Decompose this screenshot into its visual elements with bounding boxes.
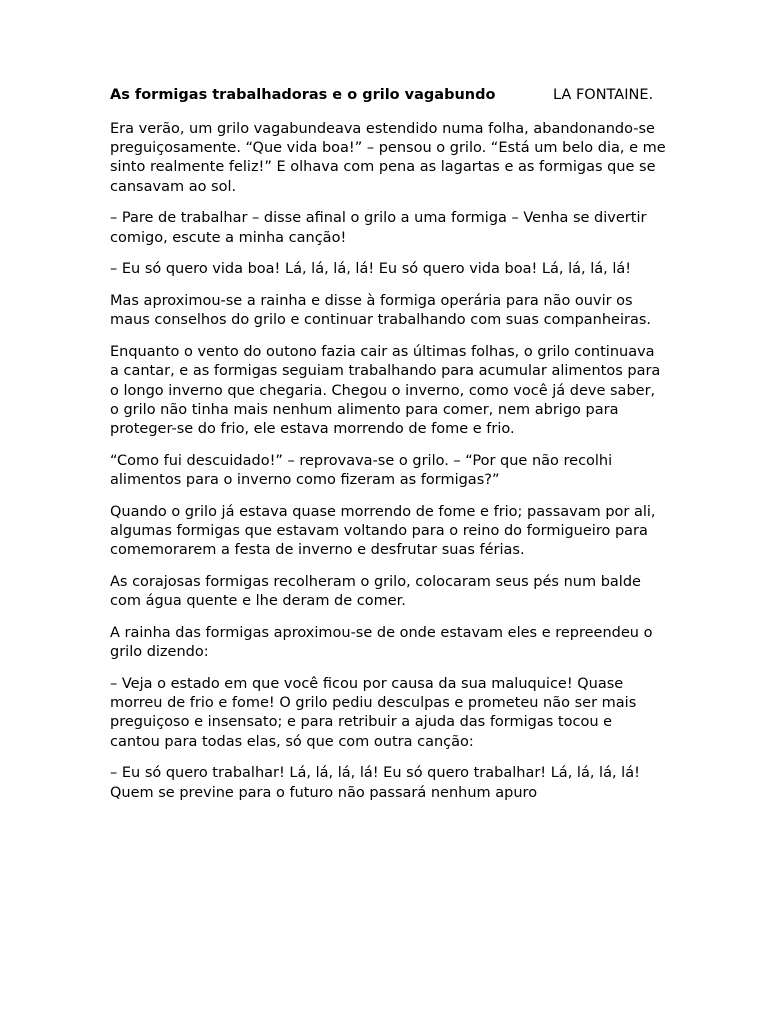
document-page — [110, 84, 670, 815]
title-row — [110, 84, 670, 106]
paragraph: – Eu só quero vida boa! Lá, lá, lá, lá! Eu só quero vida boa! Lá, lá, lá, lá! — [110, 261, 632, 278]
paragraph: Enquanto o vento do outono fazia cair as últimas folhas, o grilo continuava a cantar, e as formigas seguiam trabalhando para acumular alimentos para o longo inverno que chegaria. Chegou o inverno, como você já deve saber, o grilo não tinha mais nenhum alimento para comer, nem abrigo para proteger-se do frio, ele estava morrendo de fome e frio. — [110, 344, 661, 438]
paragraph: “Como fui descuidado!” – reprovava-se o grilo. – “Por que não recolhi alimentos para o inverno como fizeram as formigas?” — [110, 452, 613, 489]
paragraph: As corajosas formigas recolheram o grilo, colocaram seus pés num balde com água quente e lhe deram de comer. — [110, 574, 641, 610]
document-title: As formigas trabalhadoras e o grilo vagabundo — [110, 87, 496, 103]
paragraph: Quando o grilo já estava quase morrendo de fome e frio; passavam por ali, algumas formigas que estavam voltando para o reino do formigueiro para comemorarem a festa de inverno e desfrutar suas férias. — [110, 503, 656, 559]
paragraph: – Eu só quero trabalhar! Lá, lá, lá, lá! Eu só quero trabalhar! Lá, lá, lá, lá! Quem se previne para o futuro não passará nenhum apuro — [110, 765, 640, 801]
paragraph: Mas aproximou-se a rainha e disse à formiga operária para não ouvir os maus conselhos do grilo e continuar trabalhando com suas companheiras. — [110, 293, 651, 329]
paragraph: Era verão, um grilo vagabundeava estendido numa folha, abandonando-se preguiçosamente. “Que vida boa!” – pensou o grilo. “Está um belo dia, e me sinto realmente feliz!” E olhava com pena as lagartas e as formigas que se cansavam ao sol. — [110, 121, 666, 195]
paragraph: – Pare de trabalhar – disse afinal o grilo a uma formiga – Venha se divertir comigo, escute a minha canção! — [110, 210, 647, 246]
paragraph: A rainha das formigas aproximou-se de onde estavam eles e repreendeu o grilo dizendo: — [110, 625, 653, 661]
document-author: LA FONTAINE. — [553, 87, 654, 103]
paragraph: – Veja o estado em que você ficou por causa da sua maluquice! Quase morreu de frio e fome! O grilo pediu desculpas e prometeu não ser mais preguiçoso e insensato; e para retribuir a ajuda das formigas tocou e cantou para todas elas, só que com outra canção: — [110, 676, 637, 750]
